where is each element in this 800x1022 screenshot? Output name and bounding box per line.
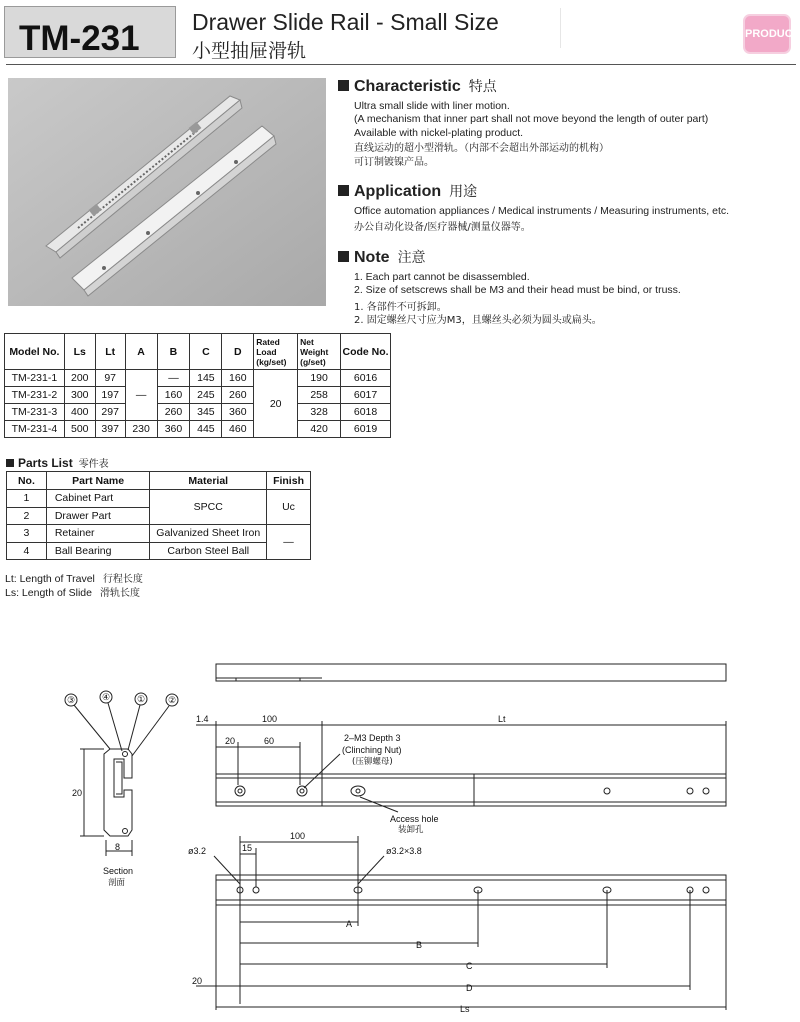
dim-20-bottom: 20 xyxy=(192,976,203,986)
part-name: Ball Bearing xyxy=(46,542,150,560)
dim-15: 15 xyxy=(242,843,253,853)
spec-weight: 258 xyxy=(298,387,341,404)
bullet-square-icon xyxy=(338,80,349,91)
spec-header-a: A xyxy=(125,334,157,370)
char-line-cn-1: 直线运动的超小型滑轨。（内部不会超出外部运动的机构） xyxy=(354,143,609,155)
spec-ls: 200 xyxy=(64,370,95,387)
spec-d: 360 xyxy=(222,404,254,421)
part-no: 1 xyxy=(7,490,47,508)
callout-3: ③ xyxy=(67,695,76,705)
spec-d: 260 xyxy=(222,387,254,404)
spec-c: 445 xyxy=(190,421,222,438)
m3-note: 2–M3 Depth 3 xyxy=(344,733,401,743)
dim-b: B xyxy=(416,940,423,950)
callout-2: ② xyxy=(168,695,177,705)
part-finish-merged: Uc xyxy=(267,490,311,525)
note-line-1: 1. Each part cannot be disassembled. xyxy=(354,271,530,283)
clinching-nut: (Clinching Nut) xyxy=(342,745,402,755)
note-line-cn-2: 2. 固定螺丝尺寸应为M3，且螺丝头必须为圆头或扁头。 xyxy=(354,315,602,327)
header-rule xyxy=(6,64,796,65)
spec-c: 145 xyxy=(190,370,222,387)
model-title: TM-231 xyxy=(19,19,140,58)
note-section xyxy=(338,247,681,328)
part-material: Carbon Steel Ball xyxy=(150,542,267,560)
part-material: Galvanized Sheet Iron xyxy=(150,525,267,543)
table-row xyxy=(5,370,391,387)
spec-model: TM-231-1 xyxy=(5,370,65,387)
spec-header-ls: Ls xyxy=(64,334,95,370)
spec-table xyxy=(4,333,391,438)
dim-section-height: 20 xyxy=(72,788,83,798)
spec-header-row xyxy=(5,334,391,370)
characteristic-body xyxy=(354,100,708,169)
spec-a: 230 xyxy=(125,421,157,438)
spec-header-rated-load: Rated Load (kg/set) xyxy=(254,334,298,370)
application-section xyxy=(338,181,729,235)
spec-b: 260 xyxy=(157,404,190,421)
char-line-3: Available with nickel-plating product. xyxy=(354,126,524,139)
spec-code: 6016 xyxy=(341,370,391,387)
technical-drawing xyxy=(0,650,800,1022)
application-heading: Application 用途 xyxy=(338,181,729,201)
part-no: 2 xyxy=(7,507,47,525)
part-name: Drawer Part xyxy=(46,507,150,525)
spec-header-d: D xyxy=(222,334,254,370)
dim-a: A xyxy=(346,919,353,929)
characteristic-heading: Characteristic 特点 xyxy=(338,76,708,96)
dia-3-2: ø3.2 xyxy=(188,846,207,856)
legend xyxy=(5,573,143,600)
part-finish-dash: — xyxy=(267,525,311,560)
spec-d: 460 xyxy=(222,421,254,438)
dim-d: D xyxy=(466,983,473,993)
section-view xyxy=(65,691,178,856)
spec-b: — xyxy=(157,370,190,387)
part-name: Retainer xyxy=(46,525,150,543)
bottom-view xyxy=(196,836,726,1010)
dim-section-width: 8 xyxy=(115,842,121,852)
spec-ls: 400 xyxy=(64,404,95,421)
product-badge: PRODUCT xyxy=(743,14,791,54)
app-line-cn: 办公自动化设备/医疗器械/测量仪器等。 xyxy=(354,222,531,234)
spec-b: 360 xyxy=(157,421,190,438)
front-view xyxy=(196,721,726,812)
table-row xyxy=(7,525,311,543)
slot-dim: ø3.2×3.8 xyxy=(386,846,422,856)
spec-header-code: Code No. xyxy=(341,334,391,370)
drawing-svg xyxy=(0,650,800,1022)
callout-1: ① xyxy=(137,694,146,704)
spec-code: 6017 xyxy=(341,387,391,404)
parts-list-heading: Parts List 零件表 xyxy=(6,455,109,470)
spec-header-c: C xyxy=(190,334,222,370)
table-row xyxy=(7,542,311,560)
spec-lt: 97 xyxy=(95,370,125,387)
dim-20-top: 20 xyxy=(225,736,236,746)
part-no: 3 xyxy=(7,525,47,543)
spec-lt: 197 xyxy=(95,387,125,404)
char-line-cn-2: 可订制镀镍产品。 xyxy=(354,156,434,168)
section-label-cn: 剖面 xyxy=(108,878,126,888)
note-heading: Note 注意 xyxy=(338,247,681,267)
page-header xyxy=(0,0,800,64)
product-photo xyxy=(8,78,326,306)
char-line-2: (A mechanism that inner part shall not move beyond the length of outer part) xyxy=(354,113,709,126)
characteristic-section xyxy=(338,76,708,169)
spec-ls: 500 xyxy=(64,421,95,438)
dim-60: 60 xyxy=(264,736,275,746)
parts-table xyxy=(6,471,311,560)
bullet-square-icon xyxy=(338,185,349,196)
top-view xyxy=(216,664,726,681)
spec-rated-load: 20 xyxy=(254,370,298,438)
table-row xyxy=(5,387,391,404)
parts-header-finish: Finish xyxy=(267,472,311,490)
part-no: 4 xyxy=(7,542,47,560)
ghost-divider xyxy=(560,8,740,48)
spec-code: 6018 xyxy=(341,404,391,421)
access-hole-cn: 装卸孔 xyxy=(398,825,424,835)
spec-header-net-weight: Net Weight (g/set) xyxy=(298,334,341,370)
spec-header-b: B xyxy=(157,334,190,370)
access-hole: Access hole xyxy=(390,814,439,824)
dim-100-bottom: 100 xyxy=(290,831,306,841)
part-material-merged: SPCC xyxy=(150,490,267,525)
spec-model: TM-231-3 xyxy=(5,404,65,421)
slide-rail-image xyxy=(8,78,326,306)
note-line-cn-1: 1. 各部件不可拆卸。 xyxy=(354,301,447,313)
spec-a-merged: — xyxy=(125,370,157,421)
spec-weight: 420 xyxy=(298,421,341,438)
section-label: Section xyxy=(103,866,134,876)
table-row xyxy=(7,490,311,508)
spec-weight: 328 xyxy=(298,404,341,421)
spec-code: 6019 xyxy=(341,421,391,438)
spec-b: 160 xyxy=(157,387,190,404)
bullet-square-icon xyxy=(6,459,14,467)
callout-4: ④ xyxy=(102,692,111,702)
spec-weight: 190 xyxy=(298,370,341,387)
spec-model: TM-231-2 xyxy=(5,387,65,404)
spec-header-lt: Lt xyxy=(95,334,125,370)
legend-lt: Lt: Length of Travel 行程长度 xyxy=(5,573,143,585)
dim-100-top: 100 xyxy=(262,714,278,724)
table-row xyxy=(5,404,391,421)
note-line-2: 2. Size of setscrews shall be M3 and their head must be bind, or truss. xyxy=(354,284,681,297)
model-title-box xyxy=(4,6,176,58)
app-line-en: Office automation appliances / Medical instruments / Measuring instruments, etc. xyxy=(354,205,730,217)
spec-ls: 300 xyxy=(64,387,95,404)
dim-c: C xyxy=(466,961,473,971)
part-name: Cabinet Part xyxy=(46,490,150,508)
dim-ls: Ls xyxy=(460,1004,470,1014)
product-title-cn: 小型抽屉滑轨 xyxy=(192,40,307,62)
parts-header-row xyxy=(7,472,311,490)
spec-c: 345 xyxy=(190,404,222,421)
parts-header-no: No. xyxy=(7,472,47,490)
spec-model: TM-231-4 xyxy=(5,421,65,438)
dim-1-4: 1.4 xyxy=(196,714,209,724)
spec-d: 160 xyxy=(222,370,254,387)
note-body xyxy=(354,271,681,328)
product-title-en: Drawer Slide Rail - Small Size xyxy=(192,9,499,35)
legend-ls: Ls: Length of Slide 滑轨长度 xyxy=(5,586,140,599)
clinching-nut-cn: (压铆螺母) xyxy=(352,757,393,767)
application-body xyxy=(354,205,729,235)
table-row xyxy=(5,421,391,438)
spec-lt: 297 xyxy=(95,404,125,421)
bullet-square-icon xyxy=(338,251,349,262)
spec-header-model: Model No. xyxy=(5,334,65,370)
parts-header-material: Material xyxy=(150,472,267,490)
char-line-1: Ultra small slide with liner motion. xyxy=(354,100,510,112)
dim-lt: Lt xyxy=(498,714,506,724)
parts-header-name: Part Name xyxy=(46,472,150,490)
spec-c: 245 xyxy=(190,387,222,404)
spec-lt: 397 xyxy=(95,421,125,438)
